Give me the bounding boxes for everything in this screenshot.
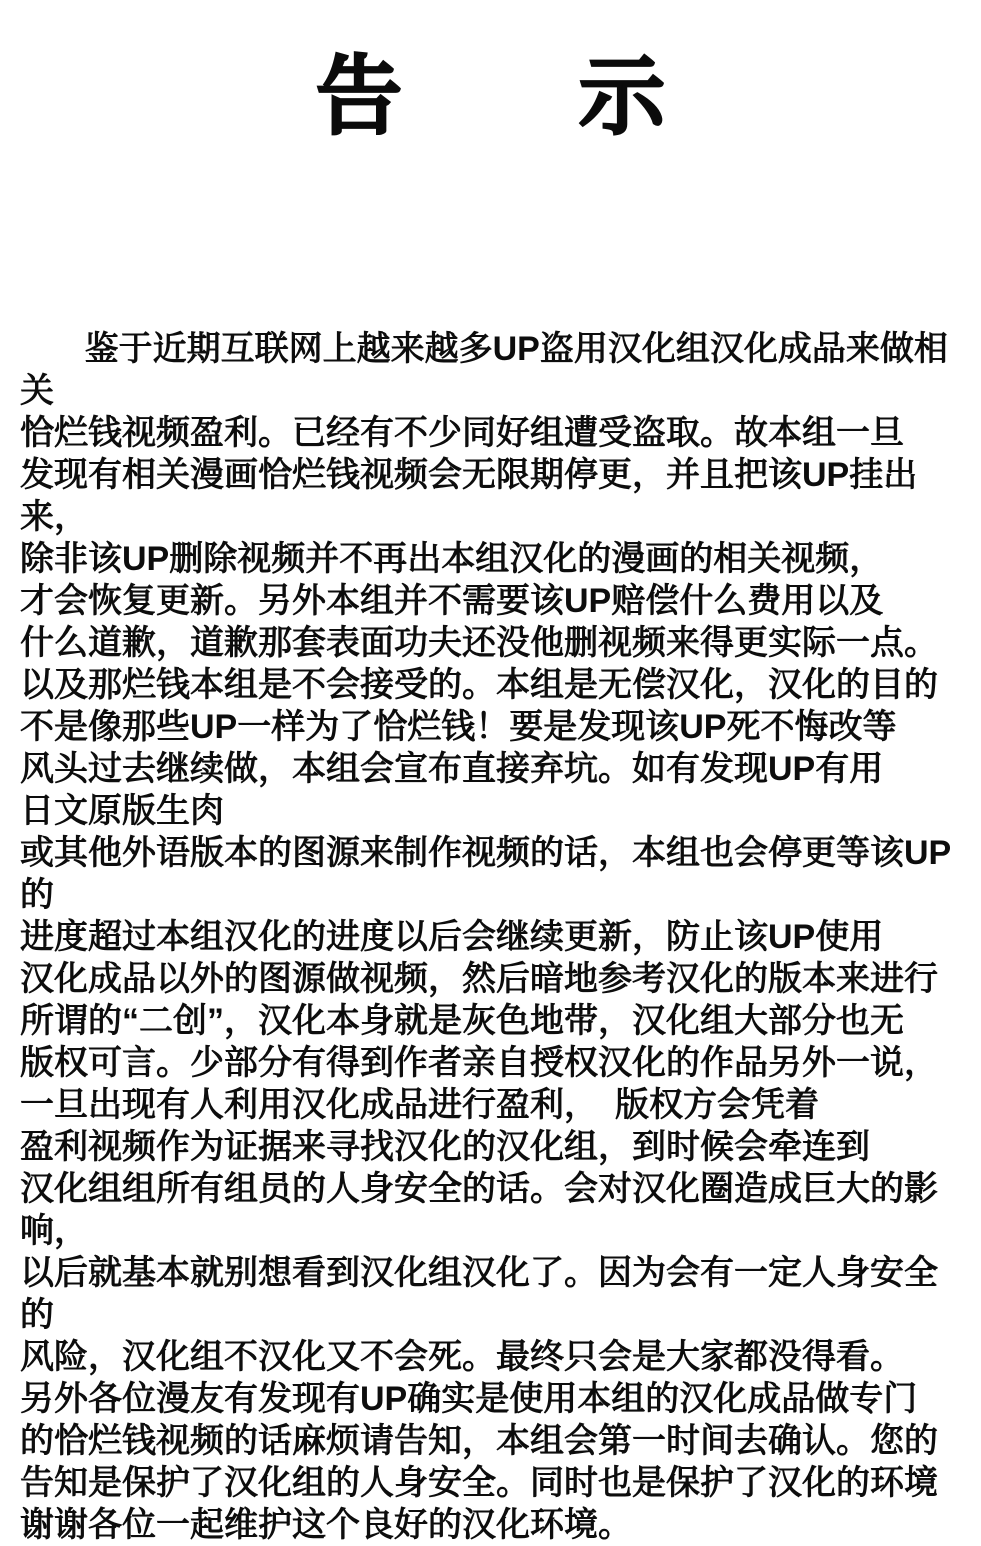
- body-line: 汉化成品以外的图源做视频，然后暗地参考汉化的版本来进行: [20, 960, 938, 998]
- body-line: 风头过去继续做，本组会宣布直接弃坑。如有发现UP有用: [20, 750, 884, 788]
- body-line: 或其他外语版本的图源来制作视频的话，本组也会停更等该UP的: [20, 834, 952, 914]
- body-line: 所谓的“二创”，汉化本身就是灰色地带，汉化组大部分也无: [20, 1002, 904, 1040]
- body-line: 告知是保护了汉化组的人身安全。同时也是保护了汉化的环境: [20, 1464, 938, 1502]
- body-line: 以后就基本就别想看到汉化组汉化了。因为会有一定人身安全的: [20, 1254, 938, 1334]
- body-line: 鉴于近期互联网上越来越多UP盗用汉化组汉化成品来做相关: [20, 330, 948, 410]
- body-line: 盈利视频作为证据来寻找汉化的汉化组，到时候会牵连到: [20, 1128, 870, 1166]
- body-line: 版权可言。少部分有得到作者亲自授权汉化的作品另外一说，: [20, 1044, 938, 1082]
- title-char-left: 告: [316, 49, 402, 145]
- notice-title: [0, 0, 981, 145]
- body-line: 才会恢复更新。另外本组并不需要该UP赔偿什么费用以及: [20, 582, 884, 620]
- body-line: 不是像那些UP一样为了恰烂钱！要是发现该UP死不悔改等: [20, 708, 897, 746]
- body-line: 日文原版生肉: [20, 792, 224, 830]
- body-line: 谢谢各位一起维护这个良好的汉化环境。: [20, 1506, 632, 1544]
- body-line: 汉化组组所有组员的人身安全的话。会对汉化圈造成巨大的影响，: [20, 1170, 938, 1250]
- body-line: 什么道歉，道歉那套表面功夫还没他删视频来得更实际一点。: [20, 624, 938, 662]
- body-line: 以及那烂钱本组是不会接受的。本组是无偿汉化，汉化的目的: [20, 666, 938, 704]
- body-line: 的恰烂钱视频的话麻烦请告知，本组会第一时间去确认。您的: [20, 1422, 938, 1460]
- title-char-right: 示: [579, 49, 665, 145]
- body-line: 除非该UP删除视频并不再出本组汉化的漫画的相关视频，: [20, 540, 884, 578]
- body-line: 风险，汉化组不汉化又不会死。最终只会是大家都没得看。: [20, 1338, 904, 1376]
- body-line: 一旦出现有人利用汉化成品进行盈利， 版权方会凭着: [20, 1086, 819, 1124]
- body-line: 恰烂钱视频盈利。已经有不少同好组遭受盗取。故本组一旦: [20, 414, 904, 452]
- notice-body: [0, 328, 981, 1546]
- body-line: 进度超过本组汉化的进度以后会继续更新，防止该UP使用: [20, 918, 884, 956]
- body-line: 另外各位漫友有发现有UP确实是使用本组的汉化成品做专门: [20, 1380, 918, 1418]
- body-line: 发现有相关漫画恰烂钱视频会无限期停更，并且把该UP挂出来，: [20, 456, 918, 536]
